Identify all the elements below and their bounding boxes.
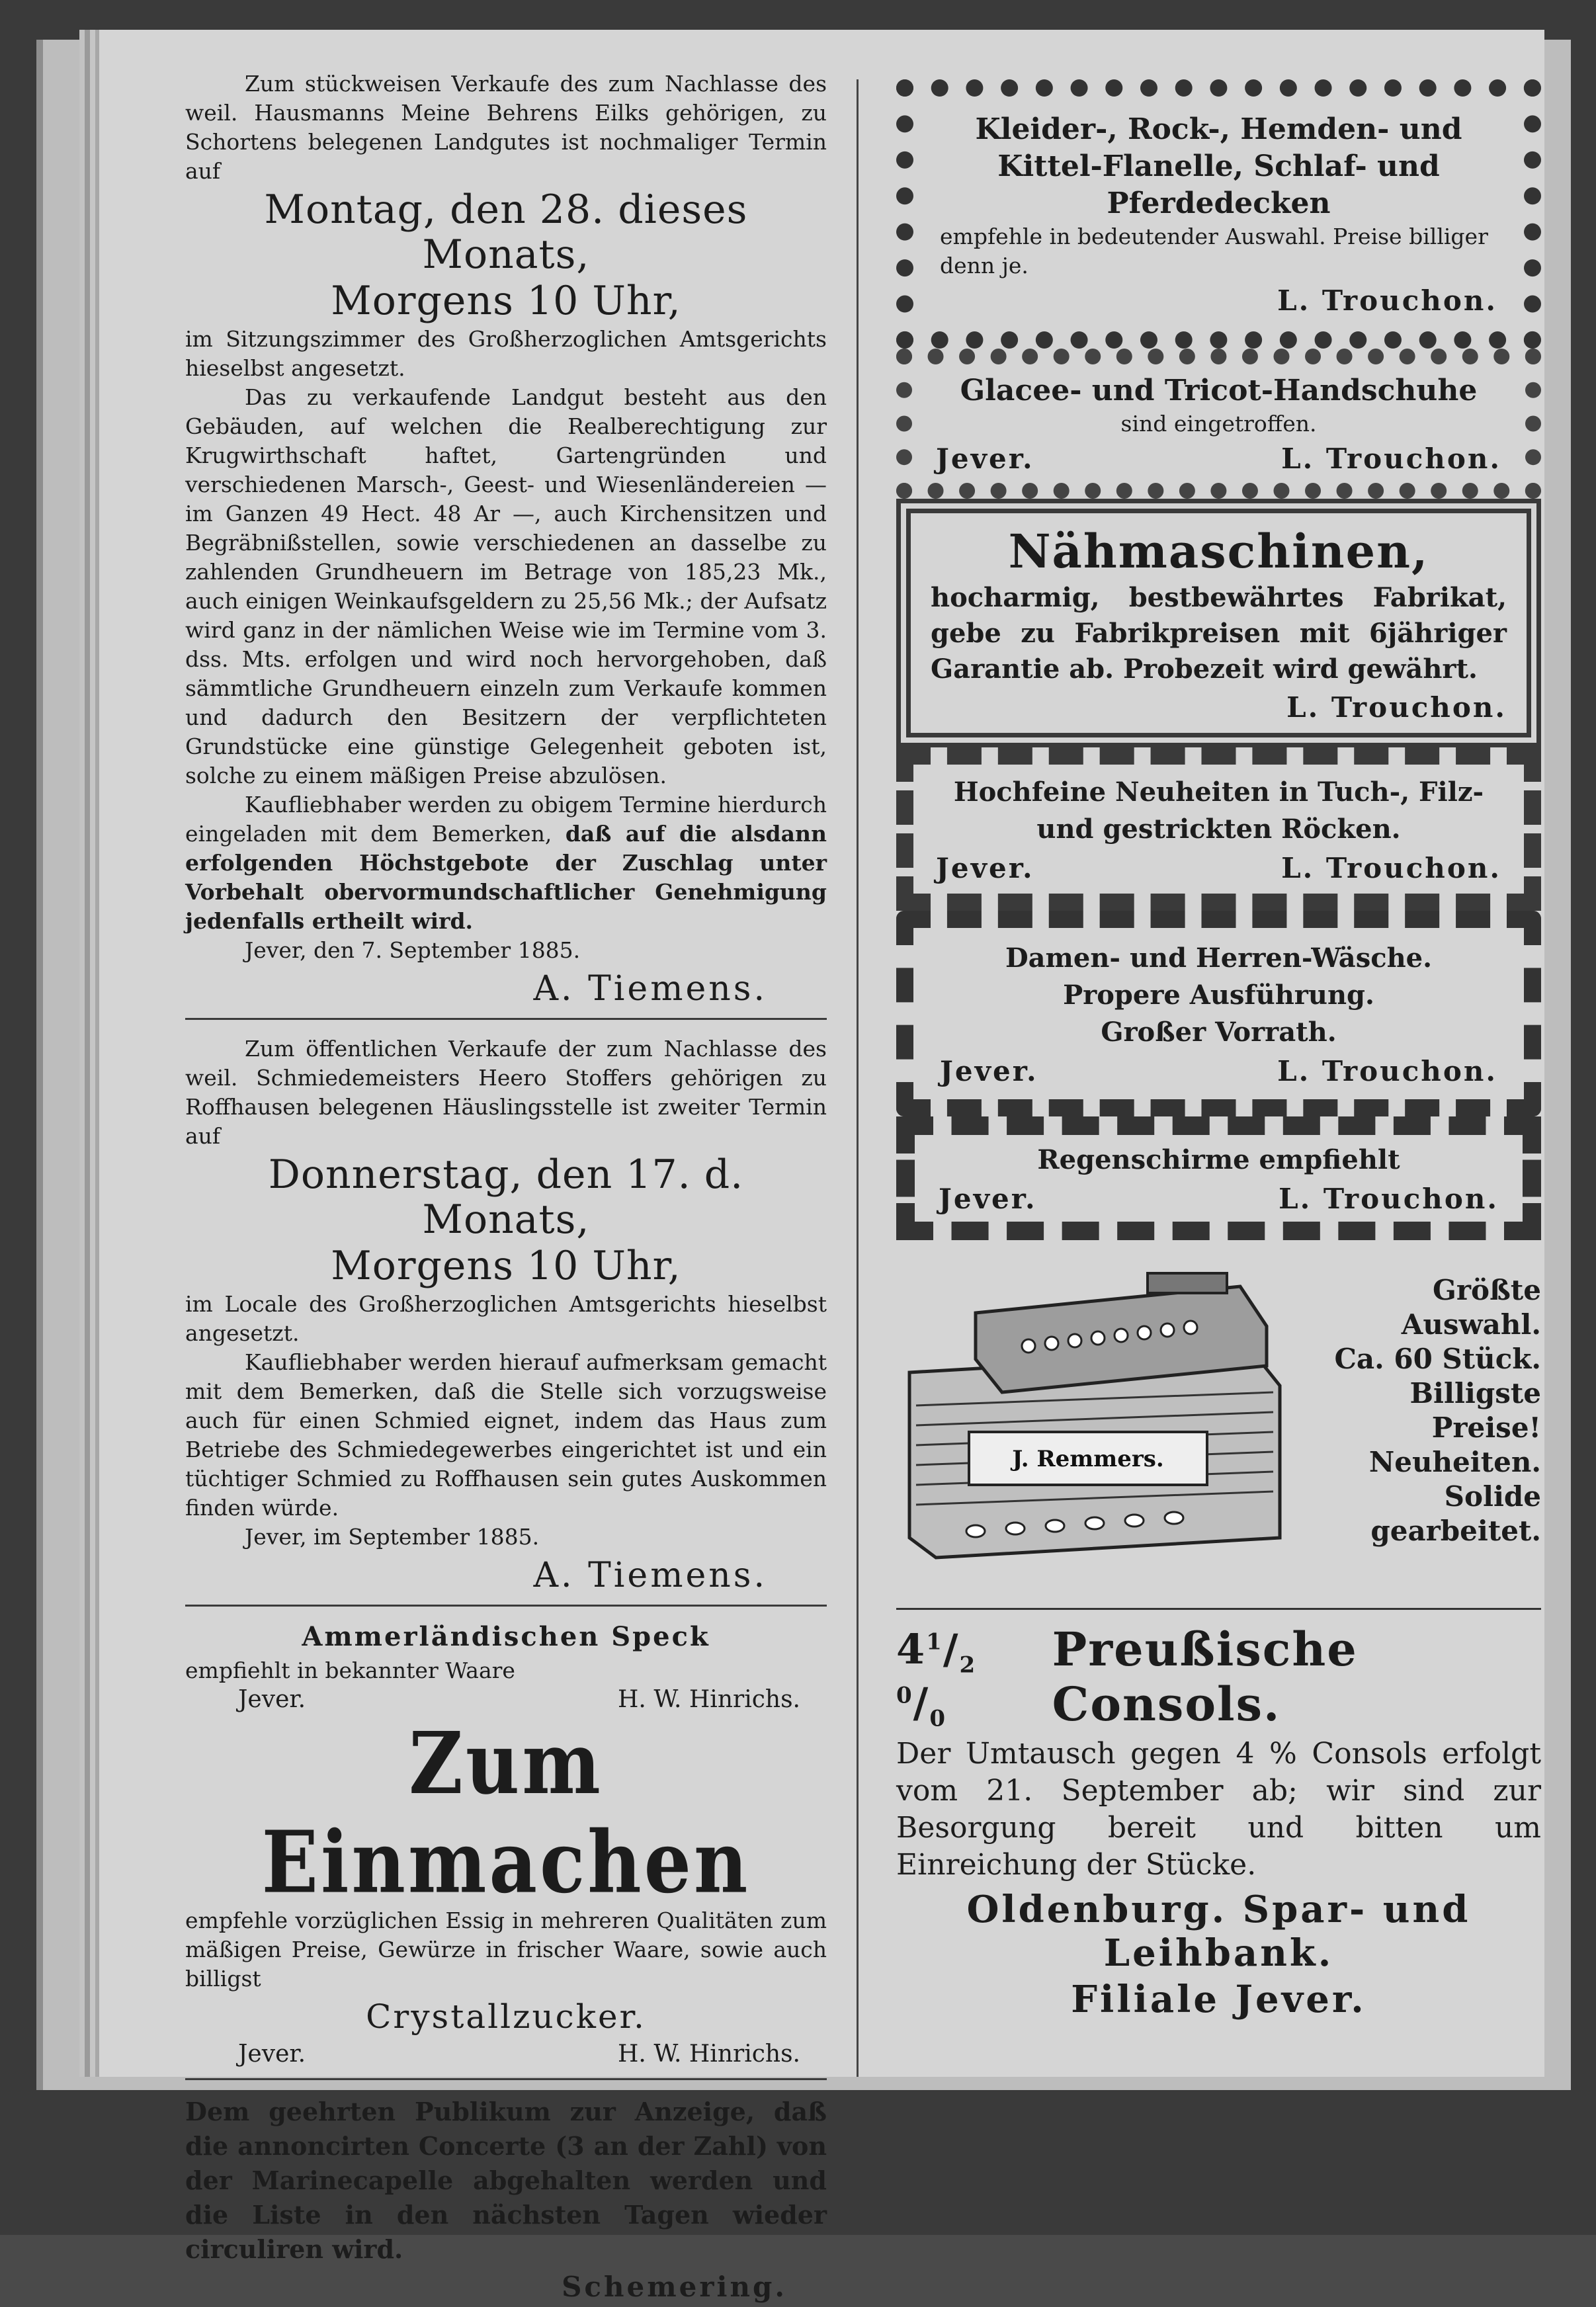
- divider-rule: [185, 1605, 827, 1607]
- ad-place: Jever.: [939, 1183, 1037, 1215]
- ad-headline: Kleider-, Rock-, Hemden- und Kittel-Flanelle, Schlaf- und Pferdedecken: [975, 112, 1462, 220]
- ad-line: Solide: [1444, 1480, 1541, 1513]
- ad-line: Billigste: [1409, 1377, 1541, 1409]
- ad-text: empfehle in bedeutender Auswahl. Preise billiger denn je.: [940, 224, 1488, 278]
- notice-text: Dem geehrten Publikum zur Anzeige, daß die annoncirten Concerte (3 an der Zahl) von der Marinecapelle abgehalten werden und die Liste in den nächsten Tagen wieder circuliren wird.: [185, 2097, 827, 2264]
- ad-signature-row: [936, 442, 1501, 475]
- ad-place: Jever.: [936, 852, 1034, 884]
- ad-place: Jever.: [238, 1686, 306, 1713]
- consols-branch: Filiale Jever.: [1071, 1978, 1366, 2021]
- ad-merchant: L. Trouchon.: [1277, 1055, 1497, 1087]
- ad-trouchon-flanelle: [896, 79, 1541, 349]
- auction-notice-eilks: [185, 69, 827, 1009]
- notice-intro: Zum stückweisen Verkaufe des zum Nachlasse des weil. Hausmanns Meine Behrens Eilks gehörigen, zu Schortens belegenen Landgutes ist nochmaliger Termin auf: [185, 71, 827, 184]
- ad-text: empfehle vorzüglichen Essig in mehreren Qualitäten zum mäßigen Preise, Gewürze in frischer Waare, sowie auch billigst: [185, 1908, 827, 1992]
- divider-rule: [185, 1018, 827, 1020]
- notice-dateline: Jever, den 7. September 1885.: [245, 937, 581, 963]
- consols-rate: $4^1/_2$ $^0/_0$: [896, 1625, 977, 1732]
- notice-body: Kaufliebhaber werden hierauf aufmerksam gemacht mit dem Bemerken, daß die Stelle sich vorzugsweise auch für einen Schmied eignet, indem das Haus zum Betriebe des Schmiedegewerbes eingerichtet ist und ein tüchtiger Schmied zu Roffhausen sein gutes Auskommen finden würde.: [185, 1349, 827, 1521]
- ad-einmachen: [185, 1714, 827, 2069]
- ad-place: Jever.: [940, 1055, 1038, 1087]
- ad-line: Auswahl.: [1401, 1308, 1541, 1341]
- ad-trouchon-neuheiten: [896, 747, 1541, 911]
- divider-rule: [185, 2078, 827, 2080]
- ad-consols: [896, 1622, 1541, 2021]
- ad-signature-row: [939, 1183, 1499, 1215]
- ad-speck: [185, 1621, 827, 1714]
- accordion-label: J. Remmers.: [1012, 1446, 1164, 1472]
- ad-signature-row: [940, 1055, 1497, 1087]
- ad-headline: Glacee- und Tricot-Handschuhe: [960, 374, 1478, 407]
- consols-headline: [896, 1622, 1541, 1732]
- ad-merchant: H. W. Hinrichs.: [618, 2040, 800, 2068]
- ad-headline: Zum Einmachen: [261, 1714, 751, 1913]
- consols-title: Preußische Consols.: [1052, 1622, 1358, 1732]
- ad-line: Größte: [1432, 1274, 1541, 1306]
- auction-notice-stoffers: [185, 1034, 827, 1595]
- ad-merchant: L. Trouchon.: [1286, 691, 1507, 724]
- notice-dateline: Jever, im September 1885.: [245, 1524, 540, 1550]
- notice-time: Morgens 10 Uhr,: [331, 278, 681, 324]
- notice-invite-bold: daß auf die alsdann erfolgenden Höchstgebote der Zuschlag unter Vorbehalt obervormundschaftlicher Genehmigung jedenfalls ertheilt wird.: [185, 821, 827, 934]
- ad-headline: Damen- und Herren-Wäsche.: [1005, 943, 1433, 974]
- ad-signature-row: [940, 284, 1497, 317]
- left-column: [185, 69, 827, 2307]
- consols-text: Der Umtausch gegen 4 % Consols erfolgt vom 21. September ab; wir sind zur Besorgung bereit und bitten um Einreichung der Stücke.: [896, 1737, 1541, 1882]
- notice-intro: Zum öffentlichen Verkaufe der zum Nachlasse des weil. Schmiedemeisters Heero Stoffers gehörigen zu Roffhausen belegenen Häuslingsstelle ist zweiter Termin auf: [185, 1036, 827, 1149]
- ad-merchant: L. Trouchon.: [1277, 284, 1497, 317]
- notice-signature: A. Tiemens.: [533, 969, 767, 1009]
- ad-trouchon-waesche: [896, 911, 1541, 1116]
- divider-rule: [896, 1608, 1541, 1610]
- ad-merchant: L. Trouchon.: [1279, 1183, 1499, 1215]
- ad-line: Neuheiten.: [1368, 1446, 1541, 1478]
- accordion-illustration: [896, 1260, 1293, 1571]
- ad-text: empfiehlt in bekannter Waare: [185, 1657, 515, 1683]
- column-divider: [857, 79, 859, 2077]
- ad-place: Jever.: [936, 442, 1034, 475]
- ad-line-2: Propere Ausführung.: [1063, 980, 1374, 1011]
- ad-text: hocharmig, bestbewährtes Fabrikat, gebe zu Fabrikpreisen mit 6jähriger Garantie ab. Probezeit wird gewährt.: [931, 582, 1507, 685]
- ad-merchant: L. Trouchon.: [1281, 852, 1501, 884]
- ad-trouchon-handschuhe: [896, 349, 1541, 499]
- notice-signature: A. Tiemens.: [533, 1556, 767, 1595]
- ad-headline: Hochfeine Neuheiten in Tuch-, Filz- und gestrickten Röcken.: [953, 776, 1484, 845]
- ad-headline: Nähmaschinen,: [1008, 524, 1429, 579]
- notice-signature: Schemering.: [562, 2271, 787, 2303]
- consols-bank: Oldenburg. Spar- und Leihbank.: [966, 1888, 1471, 1975]
- ad-line: gearbeitet.: [1370, 1515, 1541, 1547]
- notice-date: Donnerstag, den 17. d. Monats,: [268, 1152, 744, 1243]
- ad-text: sind eingetroffen.: [1120, 411, 1317, 437]
- notice-place: im Sitzungszimmer des Großherzoglichen Amtsgerichts hieselbst angesetzt.: [185, 326, 827, 381]
- notice-time: Morgens 10 Uhr,: [331, 1243, 681, 1289]
- ad-concert-notice: [185, 2095, 827, 2303]
- ad-signature-row: [936, 852, 1501, 884]
- ad-merchant: H. W. Hinrichs.: [618, 1686, 800, 1713]
- ad-accordion-remmers: [896, 1260, 1541, 1591]
- ad-headline: Regenschirme empfiehlt: [1037, 1144, 1400, 1175]
- ad-signature-row: [185, 1685, 827, 1714]
- ad-trouchon-regenschirme: [896, 1116, 1541, 1240]
- ad-trouchon-naehmaschinen: [896, 499, 1541, 747]
- ad-merchant: L. Trouchon.: [1281, 442, 1501, 475]
- ad-product: Crystallzucker.: [366, 1997, 646, 2036]
- notice-date: Montag, den 28. dieses Monats,: [264, 187, 748, 278]
- ad-place: Jever.: [238, 2040, 306, 2068]
- ad-signature-row: [185, 2040, 827, 2069]
- ad-signature-row: [931, 691, 1507, 724]
- notice-place: im Locale des Großherzoglichen Amtsgerichts hieselbst angesetzt.: [185, 1291, 827, 1346]
- notice-body: Das zu verkaufende Landgut besteht aus den Gebäuden, auf welchen die Realberechtigung zur Krugwirthschaft haftet, Gartengründen und verschiedenen Marsch-, Geest- und Wiesenländereien — im Ganzen 49 Hect. 48 Ar —, auch Kirchensitzen und Begräbnißstellen, sowie verschiedenen an dasselbe zu zahlenden Grundheuern im Betrage von 185,23 Mk., auch einigen Weinkaufsgeldern zu 25,56 Mk.; der Aufsatz wird ganz in der nämlichen Weise wie im Termine vom 3. dss. Mts. erfolgen und wird noch hervorgehoben, daß sämmtliche Grundheuern einzeln zum Verkaufe kommen und dadurch den Besitzern der verpflichteten Grundstücke eine günstige Gelegenheit geboten ist, solche zu einem mäßigen Preise abzulösen.: [185, 384, 827, 788]
- ad-line: Preise!: [1431, 1411, 1541, 1444]
- notice-invite: Kaufliebhaber werden zu obigem Termine hierdurch eingeladen mit dem Bemerken, daß auf die alsdann erfolgenden Höchstgebote der Zuschlag unter Vorbehalt obervormundschaftlicher Genehmigung jedenfalls ertheilt wird.: [185, 792, 827, 934]
- right-column: [896, 79, 1541, 2024]
- ad-line: Ca. 60 Stück.: [1334, 1343, 1541, 1375]
- ad-line-3: Großer Vorrath.: [1101, 1017, 1337, 1048]
- accordion-ad-text: [1293, 1260, 1541, 1548]
- ad-headline: Ammerländischen Speck: [302, 1621, 710, 1652]
